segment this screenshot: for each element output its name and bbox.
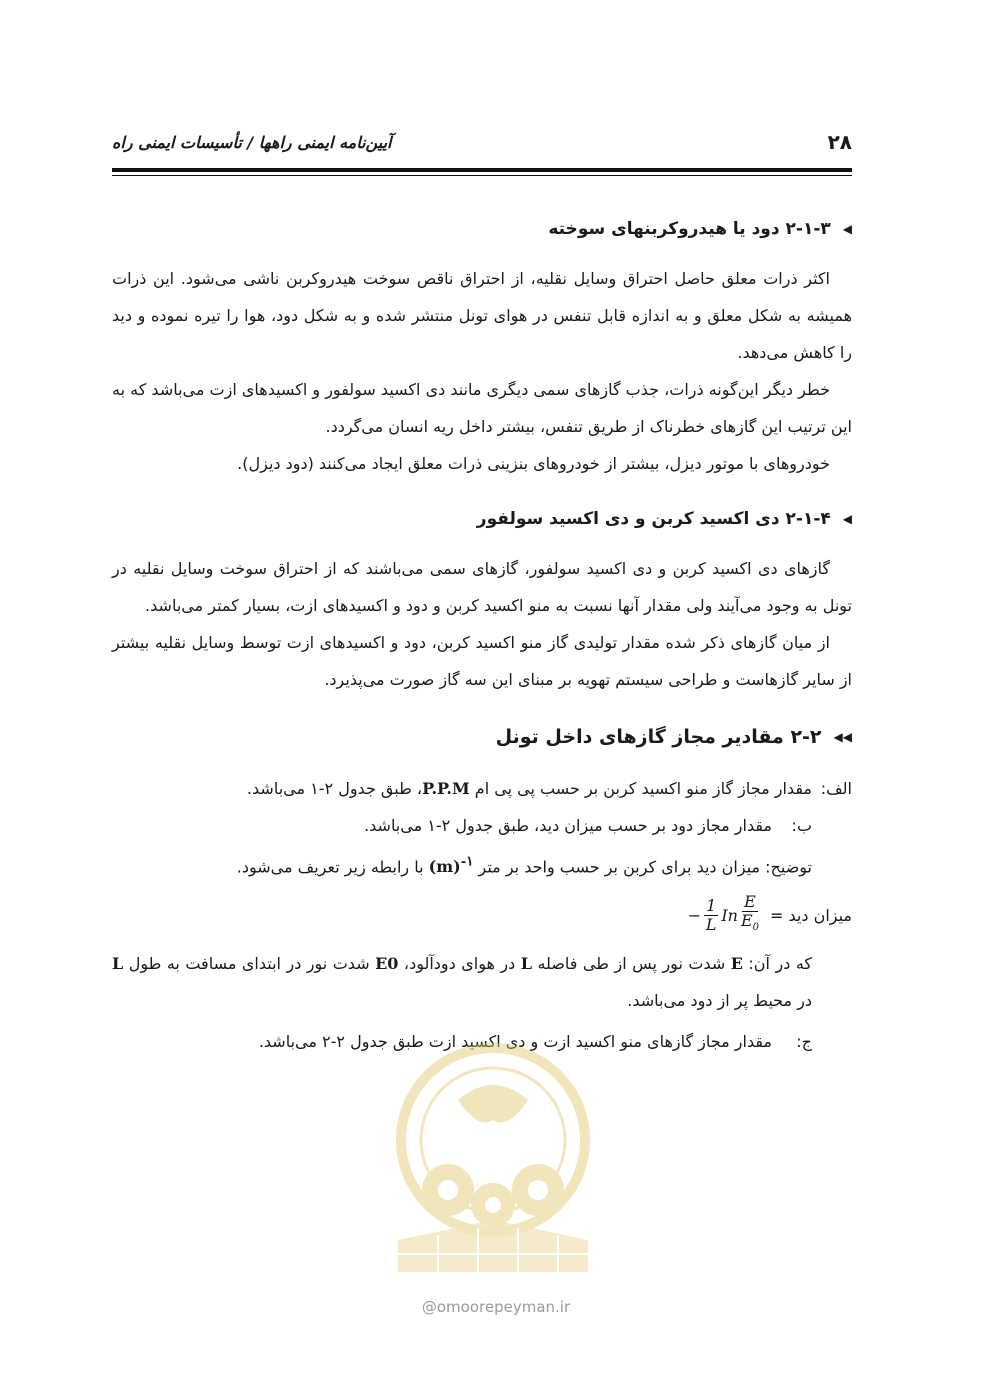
visibility-formula	[688, 893, 762, 937]
paragraph: اکثر ذرات معلق حاصل احتراق وسایل نقلیه، از احتراق ناقص سوخت هیدروکربن ناشی می‌شود. این ذرات همیشه به شکل معلق و به اندازه قابل تنفس در هوای تونل منتشر شده و به شکل دود، هوا را تیره نموده و دید را کاهش می‌دهد.	[112, 269, 852, 362]
section-heading-text: ۲-۱-۳ دود یا هیدروکربنهای سوخته	[548, 219, 831, 239]
list-item	[112, 770, 852, 807]
list-text	[112, 770, 812, 807]
double-triangle-bullet-icon: ◀◀	[833, 730, 852, 744]
symbol-e0: E0	[375, 954, 399, 974]
paragraph: گازهای دی اکسید کربن و دی اکسید سولفور، گازهای سمی می‌باشند که از احتراق سوخت وسایل نقلیه در تونل به وجود می‌آیند ولی مقدار آنها نسبت به منو اکسید کربن و دود و اکسیدهای ازت، بسیار کمتر می‌باشد.	[112, 559, 852, 615]
list-label: ج:	[796, 1032, 812, 1052]
unit-sup: -۱	[460, 854, 474, 870]
text-run: در محیط پر از دود می‌باشد.	[627, 991, 812, 1011]
e-symbol: E	[740, 911, 753, 931]
fraction-e-over-e0	[741, 893, 759, 937]
unit-m	[428, 854, 474, 877]
fraction-numerator: E	[744, 892, 756, 912]
list-item	[112, 807, 852, 844]
fraction-numerator: 1	[706, 895, 717, 915]
text-run: مقدار مجاز گاز منو اکسید کربن بر حسب پی پی ام	[469, 779, 812, 798]
triangle-bullet-icon: ◀	[842, 222, 852, 236]
formula-label: میزان دید =	[770, 905, 852, 925]
paragraph: از میان گازهای ذکر شده مقدار تولیدی گاز منو اکسید کربن، دود و اکسیدهای ازت توسط وسایل نقلیه بیشتر از سایر گازهاست و طراحی سیستم تهویه بر مبنای این سه گاز صورت می‌پذیرد.	[112, 633, 852, 689]
symbol-l: L	[112, 954, 124, 974]
page-content	[112, 214, 852, 1060]
section-heading-text: ۲-۲ مقادیر مجاز گازهای داخل تونل	[495, 726, 822, 748]
text-run: ، طبق جدول ۲-۱ می‌باشد.	[246, 779, 423, 798]
section-heading-allowed-values	[112, 720, 852, 754]
symbol-l: L	[520, 954, 532, 974]
list-label: الف:	[820, 779, 852, 798]
formula-row	[112, 885, 852, 945]
unit-text: (m)	[428, 857, 461, 877]
section-heading-co2-so2	[112, 504, 852, 534]
watermark-site-text: @omoorepeyman.ir	[421, 1298, 571, 1316]
formula-minus: −	[687, 905, 702, 925]
section-heading-text: ۲-۱-۴ دی اکسید کربن و دی اکسید سولفور	[476, 509, 831, 529]
ppm-term: P.P.M	[422, 779, 470, 798]
formula-ln: In	[721, 905, 738, 925]
text-run: شدت نور در ابتدای مسافت به طول	[123, 954, 376, 974]
list-text: مقدار مجاز گازهای منو اکسید ازت و دی اکسید ازت طبق جدول ۲-۲ می‌باشد.	[258, 1032, 772, 1052]
note-line	[112, 844, 852, 885]
list-text: مقدار مجاز دود بر حسب میزان دید، طبق جدول ۲-۱ می‌باشد.	[364, 816, 772, 835]
section-heading-smoke	[112, 214, 852, 244]
subscript-zero: 0	[752, 922, 760, 934]
text-run: که در آن:	[742, 954, 813, 974]
text-run: در هوای دودآلود،	[398, 954, 521, 974]
fraction-denominator	[741, 912, 759, 937]
symbol-e: E	[730, 954, 743, 974]
header-rule-thin	[112, 175, 852, 176]
watermark-site	[0, 1298, 992, 1316]
formula-explanation	[112, 945, 852, 1019]
header-rule-thick	[112, 168, 852, 172]
paragraph: خطر دیگر این‌گونه ذرات، جذب گازهای سمی دیگری مانند دی اکسید سولفور و اکسیدهای ازت می‌باشد که به این ترتیب این گازهای خطرناک از طریق تنفس، بیشتر داخل ریه انسان می‌گردد.	[112, 380, 852, 436]
text-run: با رابطه زیر تعریف می‌شود.	[236, 857, 429, 877]
watermark-seal-icon	[378, 1040, 608, 1280]
page-number: ۲۸	[827, 130, 852, 154]
running-title: آیین‌نامه ایمنی راهها / تأسیسات ایمنی راه	[112, 132, 392, 152]
page-header	[112, 128, 852, 156]
text-run: شدت نور پس از طی فاصله	[531, 954, 731, 974]
fraction-one-over-l	[704, 897, 718, 934]
triangle-bullet-icon: ◀	[842, 512, 852, 526]
fraction-denominator: L	[705, 914, 717, 934]
text-run: توضیح: میزان دید برای کربن بر حسب واحد بر متر	[473, 857, 812, 877]
list-label: ب:	[791, 816, 812, 835]
paragraph: خودروهای با موتور دیزل، بیشتر از خودروهای بنزینی ذرات معلق ایجاد می‌کنند (دود دیزل).	[237, 454, 830, 473]
